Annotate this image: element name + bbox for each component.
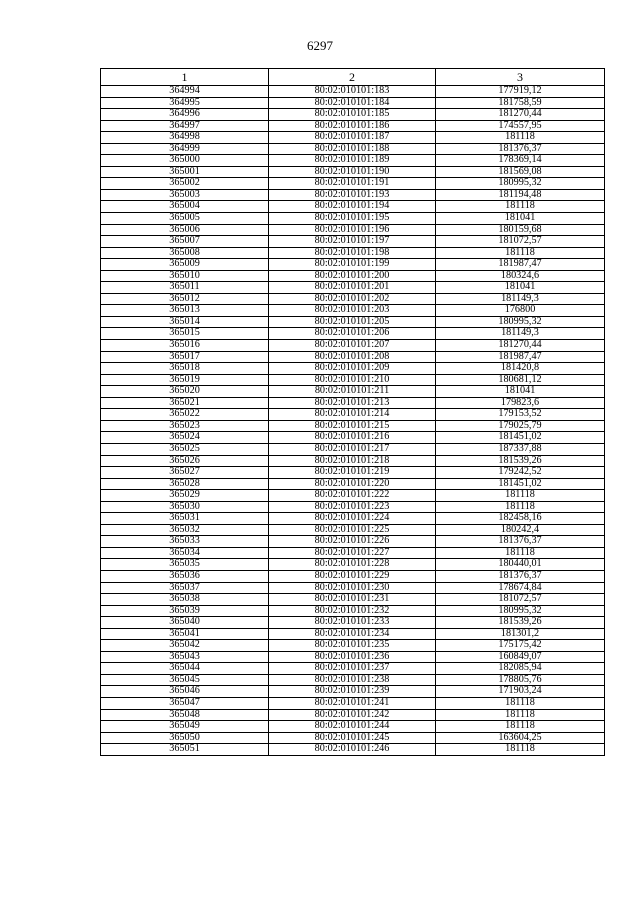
- record-number-cell: 364997: [101, 120, 269, 132]
- record-number-cell: 365046: [101, 686, 269, 698]
- cadastral-number-cell: 80:02:010101:242: [269, 709, 436, 721]
- cadastral-number-cell: 80:02:010101:233: [269, 617, 436, 629]
- record-number-cell: 365006: [101, 224, 269, 236]
- value-cell: 181118: [436, 709, 605, 721]
- value-cell: 180995,32: [436, 178, 605, 190]
- cadastral-number-cell: 80:02:010101:224: [269, 513, 436, 525]
- record-number-cell: 365026: [101, 455, 269, 467]
- record-number-cell: 365001: [101, 166, 269, 178]
- value-cell: 181376,37: [436, 570, 605, 582]
- record-number-cell: 365018: [101, 363, 269, 375]
- table-row: [101, 270, 605, 282]
- value-cell: 177919,12: [436, 86, 605, 98]
- record-number-cell: 365023: [101, 420, 269, 432]
- cadastral-number-cell: 80:02:010101:241: [269, 697, 436, 709]
- cadastral-number-cell: 80:02:010101:235: [269, 640, 436, 652]
- value-cell: 181118: [436, 721, 605, 733]
- table-row: [101, 224, 605, 236]
- value-cell: 180159,68: [436, 224, 605, 236]
- cadastral-number-cell: 80:02:010101:227: [269, 547, 436, 559]
- cadastral-number-cell: 80:02:010101:215: [269, 420, 436, 432]
- table-row: [101, 97, 605, 109]
- record-number-cell: 364996: [101, 109, 269, 121]
- table-row: [101, 640, 605, 652]
- record-number-cell: 365000: [101, 155, 269, 167]
- record-number-cell: 364995: [101, 97, 269, 109]
- record-number-cell: 365015: [101, 328, 269, 340]
- cadastral-number-cell: 80:02:010101:200: [269, 270, 436, 282]
- record-number-cell: 365004: [101, 201, 269, 213]
- cadastral-number-cell: 80:02:010101:189: [269, 155, 436, 167]
- value-cell: 163604,25: [436, 732, 605, 744]
- value-cell: 181149,3: [436, 328, 605, 340]
- table-row: [101, 386, 605, 398]
- record-number-cell: 365035: [101, 559, 269, 571]
- table-row: [101, 478, 605, 490]
- table-row: [101, 397, 605, 409]
- value-cell: 179823,6: [436, 397, 605, 409]
- value-cell: 181569,08: [436, 166, 605, 178]
- table-row: [101, 628, 605, 640]
- value-cell: 182458,16: [436, 513, 605, 525]
- table-row: [101, 420, 605, 432]
- table-row: [101, 570, 605, 582]
- record-number-cell: 365036: [101, 570, 269, 582]
- column-header-2: 2: [269, 69, 436, 86]
- record-number-cell: 365019: [101, 374, 269, 386]
- page-number: 6297: [307, 38, 333, 53]
- cadastral-number-cell: 80:02:010101:246: [269, 744, 436, 756]
- value-cell: 181376,37: [436, 143, 605, 155]
- cadastral-number-cell: 80:02:010101:244: [269, 721, 436, 733]
- value-cell: 160849,07: [436, 651, 605, 663]
- record-number-cell: 365030: [101, 501, 269, 513]
- cadastral-number-cell: 80:02:010101:245: [269, 732, 436, 744]
- value-cell: 179025,79: [436, 420, 605, 432]
- cadastral-number-cell: 80:02:010101:208: [269, 351, 436, 363]
- cadastral-number-cell: 80:02:010101:205: [269, 316, 436, 328]
- table-row: [101, 524, 605, 536]
- record-number-cell: 365034: [101, 547, 269, 559]
- table-row: [101, 651, 605, 663]
- record-number-cell: 364999: [101, 143, 269, 155]
- cadastral-number-cell: 80:02:010101:239: [269, 686, 436, 698]
- record-number-cell: 365050: [101, 732, 269, 744]
- cadastral-number-cell: 80:02:010101:219: [269, 467, 436, 479]
- value-cell: 181194,48: [436, 189, 605, 201]
- value-cell: 180440,01: [436, 559, 605, 571]
- record-number-cell: 365016: [101, 340, 269, 352]
- table-row: [101, 201, 605, 213]
- record-number-cell: 365017: [101, 351, 269, 363]
- table-row: [101, 351, 605, 363]
- table-row: [101, 166, 605, 178]
- record-number-cell: 365008: [101, 247, 269, 259]
- cadastral-number-cell: 80:02:010101:237: [269, 663, 436, 675]
- table-row: [101, 213, 605, 225]
- column-header-1: 1: [101, 69, 269, 86]
- table-row: [101, 709, 605, 721]
- record-number-cell: 365007: [101, 236, 269, 248]
- table-row: [101, 744, 605, 756]
- value-cell: 181420,8: [436, 363, 605, 375]
- cadastral-number-cell: 80:02:010101:230: [269, 582, 436, 594]
- record-number-cell: 365002: [101, 178, 269, 190]
- value-cell: 181118: [436, 697, 605, 709]
- cadastral-number-cell: 80:02:010101:216: [269, 432, 436, 444]
- value-cell: 181072,57: [436, 236, 605, 248]
- header-row: [101, 69, 605, 86]
- cadastral-number-cell: 80:02:010101:211: [269, 386, 436, 398]
- table-row: [101, 363, 605, 375]
- value-cell: 181270,44: [436, 109, 605, 121]
- cadastral-number-cell: 80:02:010101:191: [269, 178, 436, 190]
- value-cell: 181118: [436, 201, 605, 213]
- cadastral-number-cell: 80:02:010101:194: [269, 201, 436, 213]
- value-cell: 181041: [436, 213, 605, 225]
- value-cell: 176800: [436, 305, 605, 317]
- value-cell: 171903,24: [436, 686, 605, 698]
- record-number-cell: 365037: [101, 582, 269, 594]
- cadastral-number-cell: 80:02:010101:226: [269, 536, 436, 548]
- cadastral-number-cell: 80:02:010101:210: [269, 374, 436, 386]
- value-cell: 180324,6: [436, 270, 605, 282]
- cadastral-number-cell: 80:02:010101:201: [269, 282, 436, 294]
- value-cell: 181376,37: [436, 536, 605, 548]
- value-cell: 181072,57: [436, 594, 605, 606]
- cadastral-number-cell: 80:02:010101:229: [269, 570, 436, 582]
- table-row: [101, 501, 605, 513]
- cadastral-number-cell: 80:02:010101:199: [269, 259, 436, 271]
- value-cell: 178369,14: [436, 155, 605, 167]
- table-row: [101, 721, 605, 733]
- value-cell: 181118: [436, 547, 605, 559]
- table-row: [101, 86, 605, 98]
- table-row: [101, 617, 605, 629]
- cadastral-number-cell: 80:02:010101:196: [269, 224, 436, 236]
- cadastral-number-cell: 80:02:010101:236: [269, 651, 436, 663]
- table-row: [101, 490, 605, 502]
- record-number-cell: 365009: [101, 259, 269, 271]
- cadastral-number-cell: 80:02:010101:222: [269, 490, 436, 502]
- value-cell: 181041: [436, 282, 605, 294]
- cadastral-number-cell: 80:02:010101:188: [269, 143, 436, 155]
- table-row: [101, 178, 605, 190]
- cadastral-number-cell: 80:02:010101:195: [269, 213, 436, 225]
- record-number-cell: 365031: [101, 513, 269, 525]
- cadastral-number-cell: 80:02:010101:202: [269, 293, 436, 305]
- value-cell: 178674,84: [436, 582, 605, 594]
- cadastral-number-cell: 80:02:010101:198: [269, 247, 436, 259]
- table-row: [101, 340, 605, 352]
- table-row: [101, 305, 605, 317]
- cadastral-number-cell: 80:02:010101:234: [269, 628, 436, 640]
- column-header-3: 3: [436, 69, 605, 86]
- record-number-cell: 365043: [101, 651, 269, 663]
- value-cell: 181301,2: [436, 628, 605, 640]
- table-row: [101, 732, 605, 744]
- value-cell: 181539,26: [436, 617, 605, 629]
- record-number-cell: 364998: [101, 132, 269, 144]
- record-number-cell: 365048: [101, 709, 269, 721]
- record-number-cell: 365012: [101, 293, 269, 305]
- cadastral-number-cell: 80:02:010101:231: [269, 594, 436, 606]
- registry-table: [100, 68, 605, 756]
- cadastral-number-cell: 80:02:010101:213: [269, 397, 436, 409]
- table-row: [101, 374, 605, 386]
- value-cell: 181987,47: [436, 259, 605, 271]
- table-row: [101, 443, 605, 455]
- record-number-cell: 365020: [101, 386, 269, 398]
- table-row: [101, 594, 605, 606]
- cadastral-number-cell: 80:02:010101:217: [269, 443, 436, 455]
- record-number-cell: 365045: [101, 674, 269, 686]
- table-row: [101, 132, 605, 144]
- value-cell: 175175,42: [436, 640, 605, 652]
- record-number-cell: 365038: [101, 594, 269, 606]
- cadastral-number-cell: 80:02:010101:223: [269, 501, 436, 513]
- table-row: [101, 316, 605, 328]
- value-cell: 180995,32: [436, 316, 605, 328]
- value-cell: 180242,4: [436, 524, 605, 536]
- value-cell: 181118: [436, 247, 605, 259]
- value-cell: 181270,44: [436, 340, 605, 352]
- cadastral-number-cell: 80:02:010101:220: [269, 478, 436, 490]
- value-cell: 179153,52: [436, 409, 605, 421]
- table-row: [101, 582, 605, 594]
- record-number-cell: 365024: [101, 432, 269, 444]
- table-row: [101, 663, 605, 675]
- table-row: [101, 109, 605, 121]
- record-number-cell: 365041: [101, 628, 269, 640]
- cadastral-number-cell: 80:02:010101:238: [269, 674, 436, 686]
- value-cell: 181118: [436, 490, 605, 502]
- value-cell: 181539,26: [436, 455, 605, 467]
- record-number-cell: 365033: [101, 536, 269, 548]
- table-row: [101, 143, 605, 155]
- value-cell: 179242,52: [436, 467, 605, 479]
- record-number-cell: 365014: [101, 316, 269, 328]
- cadastral-number-cell: 80:02:010101:207: [269, 340, 436, 352]
- table-row: [101, 455, 605, 467]
- value-cell: 181987,47: [436, 351, 605, 363]
- table-row: [101, 547, 605, 559]
- table-row: [101, 605, 605, 617]
- cadastral-number-cell: 80:02:010101:214: [269, 409, 436, 421]
- value-cell: 187337,88: [436, 443, 605, 455]
- table-row: [101, 674, 605, 686]
- table-row: [101, 467, 605, 479]
- value-cell: 182085,94: [436, 663, 605, 675]
- cadastral-number-cell: 80:02:010101:185: [269, 109, 436, 121]
- record-number-cell: 365011: [101, 282, 269, 294]
- cadastral-number-cell: 80:02:010101:183: [269, 86, 436, 98]
- value-cell: 181118: [436, 132, 605, 144]
- cadastral-number-cell: 80:02:010101:209: [269, 363, 436, 375]
- table-row: [101, 155, 605, 167]
- value-cell: 180681,12: [436, 374, 605, 386]
- record-number-cell: 365013: [101, 305, 269, 317]
- record-number-cell: 365003: [101, 189, 269, 201]
- value-cell: 181758,59: [436, 97, 605, 109]
- record-number-cell: 365047: [101, 697, 269, 709]
- value-cell: 181451,02: [436, 478, 605, 490]
- cadastral-number-cell: 80:02:010101:184: [269, 97, 436, 109]
- value-cell: 181118: [436, 501, 605, 513]
- cadastral-number-cell: 80:02:010101:218: [269, 455, 436, 467]
- table-row: [101, 259, 605, 271]
- record-number-cell: 365039: [101, 605, 269, 617]
- table-row: [101, 282, 605, 294]
- table-row: [101, 236, 605, 248]
- value-cell: 181041: [436, 386, 605, 398]
- cadastral-number-cell: 80:02:010101:203: [269, 305, 436, 317]
- table-row: [101, 697, 605, 709]
- record-number-cell: 365032: [101, 524, 269, 536]
- table-row: [101, 559, 605, 571]
- table-row: [101, 686, 605, 698]
- cadastral-number-cell: 80:02:010101:193: [269, 189, 436, 201]
- table-row: [101, 189, 605, 201]
- record-number-cell: 365027: [101, 467, 269, 479]
- record-number-cell: 365040: [101, 617, 269, 629]
- record-number-cell: 365010: [101, 270, 269, 282]
- record-number-cell: 365021: [101, 397, 269, 409]
- table-row: [101, 293, 605, 305]
- table-row: [101, 247, 605, 259]
- cadastral-number-cell: 80:02:010101:228: [269, 559, 436, 571]
- cadastral-number-cell: 80:02:010101:206: [269, 328, 436, 340]
- cadastral-number-cell: 80:02:010101:232: [269, 605, 436, 617]
- value-cell: 181118: [436, 744, 605, 756]
- cadastral-number-cell: 80:02:010101:190: [269, 166, 436, 178]
- record-number-cell: 365051: [101, 744, 269, 756]
- record-number-cell: 365005: [101, 213, 269, 225]
- table-row: [101, 328, 605, 340]
- table-row: [101, 513, 605, 525]
- value-cell: 178805,76: [436, 674, 605, 686]
- record-number-cell: 365029: [101, 490, 269, 502]
- record-number-cell: 364994: [101, 86, 269, 98]
- cadastral-number-cell: 80:02:010101:197: [269, 236, 436, 248]
- record-number-cell: 365042: [101, 640, 269, 652]
- cadastral-number-cell: 80:02:010101:187: [269, 132, 436, 144]
- record-number-cell: 365028: [101, 478, 269, 490]
- record-number-cell: 365022: [101, 409, 269, 421]
- cadastral-number-cell: 80:02:010101:225: [269, 524, 436, 536]
- value-cell: 181149,3: [436, 293, 605, 305]
- value-cell: 180995,32: [436, 605, 605, 617]
- value-cell: 174557,95: [436, 120, 605, 132]
- cadastral-number-cell: 80:02:010101:186: [269, 120, 436, 132]
- table-row: [101, 536, 605, 548]
- record-number-cell: 365049: [101, 721, 269, 733]
- record-number-cell: 365044: [101, 663, 269, 675]
- record-number-cell: 365025: [101, 443, 269, 455]
- table-row: [101, 409, 605, 421]
- table-row: [101, 120, 605, 132]
- table-row: [101, 432, 605, 444]
- value-cell: 181451,02: [436, 432, 605, 444]
